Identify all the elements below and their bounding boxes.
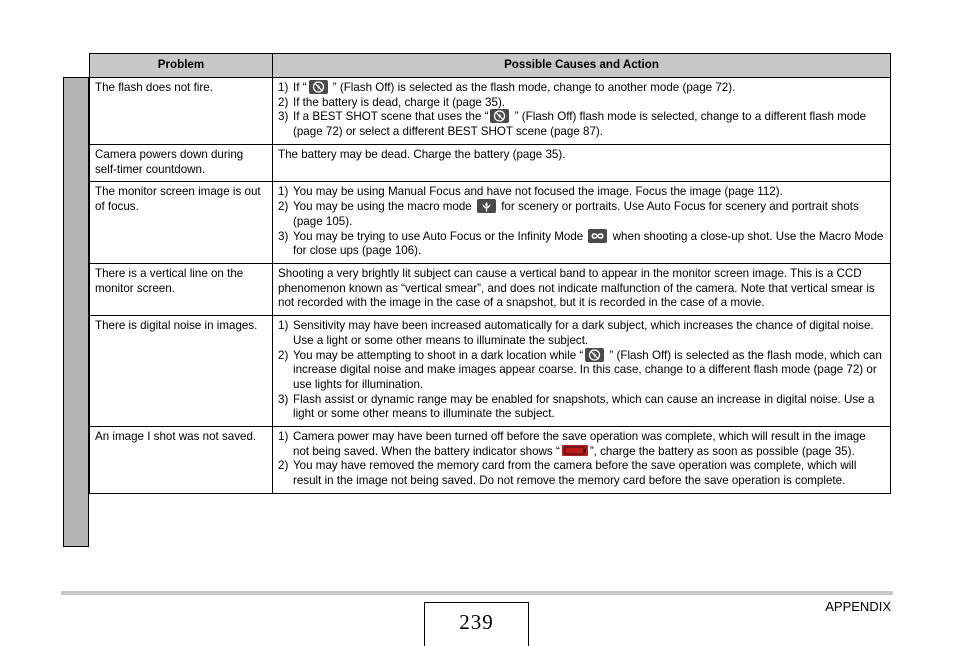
list-item xyxy=(278,230,885,259)
item-number: 3) xyxy=(278,392,289,406)
item-text: You may be attempting to shoot in a dark location while “ xyxy=(293,348,584,362)
battery-icon xyxy=(562,445,588,456)
problem-cell: There is a vertical line on the monitor screen. xyxy=(90,263,273,315)
table-row xyxy=(90,144,891,181)
item-text: ” (Flash Off) is selected as the flash mode, which can increase digital noise and make images appear coarse. In this case, change to a different flash mode (page 72) or use lights for illumination. xyxy=(293,348,882,391)
item-text: You may be using Manual Focus and have not focused the image. Focus the image (page 112). xyxy=(293,185,783,199)
problem-cell: There is digital noise in images. xyxy=(90,316,273,427)
causes-list xyxy=(278,185,885,259)
flash-off-icon xyxy=(309,80,328,94)
infinity-icon xyxy=(588,229,607,243)
list-item xyxy=(278,200,885,229)
item-number: 2) xyxy=(278,348,289,362)
problem-cell: The monitor screen image is out of focus. xyxy=(90,182,273,264)
item-text: ” (Flash Off) flash mode is selected, change to a different flash mode (page 72) or select a different BEST SHOT scene (page 87). xyxy=(293,110,867,139)
item-number: 2) xyxy=(278,95,289,109)
header-problem: Problem xyxy=(90,54,273,78)
item-text: You may have removed the memory card from the camera before the save operation was complete, which will result in the image not being saved. Do not remove the memory card before the save operation is complete. xyxy=(293,459,857,488)
item-text: If the battery is dead, charge it (page 35). xyxy=(293,95,506,109)
table-row xyxy=(90,427,891,494)
causes-cell xyxy=(273,78,891,145)
list-item xyxy=(278,393,885,422)
list-item xyxy=(278,459,885,488)
item-text: for scenery or portraits. Use Auto Focus for scenery and portrait shots (page 105). xyxy=(293,200,859,228)
table-header-row xyxy=(90,54,891,78)
table-row xyxy=(90,316,891,427)
causes-cell xyxy=(273,316,891,427)
table-body xyxy=(90,78,891,494)
macro-icon xyxy=(477,199,496,213)
causes-list xyxy=(278,430,885,489)
item-text: Flash assist or dynamic range may be enabled for snapshots, which can cause an increase in digital noise. Use a light or some other means to illuminate the subject. xyxy=(293,392,875,421)
item-number: 3) xyxy=(278,110,289,124)
item-number: 1) xyxy=(278,185,289,199)
item-number: 3) xyxy=(278,229,289,243)
list-item xyxy=(278,81,885,96)
list-item xyxy=(278,349,885,393)
causes-cell: The battery may be dead. Charge the battery (page 35). xyxy=(273,144,891,181)
problem-cell: Camera powers down during self-timer countdown. xyxy=(90,144,273,181)
item-text: You may be using the macro mode xyxy=(293,200,475,214)
list-item xyxy=(278,185,885,200)
list-item xyxy=(278,319,885,348)
page-number: 239 xyxy=(424,602,529,646)
list-item xyxy=(278,430,885,459)
header-causes: Possible Causes and Action xyxy=(273,54,891,78)
item-number: 1) xyxy=(278,81,289,94)
item-number: 2) xyxy=(278,459,289,473)
problem-cell: The flash does not fire. xyxy=(90,78,273,145)
troubleshooting-table xyxy=(89,53,891,494)
causes-cell xyxy=(273,427,891,494)
item-number: 2) xyxy=(278,200,289,214)
table-row xyxy=(90,263,891,315)
flash-off-icon xyxy=(585,348,604,362)
item-number: 1) xyxy=(278,430,289,444)
item-text: ” (Flash Off) is selected as the flash mode, change to another mode (page 72). xyxy=(329,81,736,95)
footer-rule xyxy=(61,591,893,595)
list-item xyxy=(278,110,885,139)
item-text: If “ xyxy=(293,81,307,95)
item-text: ”, charge the battery as soon as possible (page 35). xyxy=(589,444,855,458)
item-text: If a BEST SHOT scene that uses the “ xyxy=(293,110,489,124)
item-text: Camera power may have been turned off before the save operation was complete, which will result in the image not being saved. When the battery indicator shows “ xyxy=(293,430,866,458)
causes-cell xyxy=(273,182,891,264)
list-item xyxy=(278,96,885,111)
item-text: when shooting a close-up shot. Use the Macro Mode for close ups (page 106). xyxy=(293,229,884,258)
causes-list xyxy=(278,81,885,140)
section-side-tab xyxy=(63,77,89,547)
flash-off-icon xyxy=(490,109,509,123)
table-row xyxy=(90,78,891,145)
item-number: 1) xyxy=(278,319,289,333)
item-text: Sensitivity may have been increased automatically for a dark subject, which increases the chance of digital noise. Use a light or some other means to illuminate the subject. xyxy=(293,319,874,347)
causes-cell: Shooting a very brightly lit subject can cause a vertical band to appear in the monitor screen image. This is a CCD phenomenon known as “vertical smear”, and does not indicate malfunction of the camera. Note that vertical smear is not recorded with the image in the case of a snapshot, but it is recorded in the case of a movie. xyxy=(273,263,891,315)
table-row xyxy=(90,182,891,264)
causes-list xyxy=(278,319,885,422)
item-text: You may be trying to use Auto Focus or the Infinity Mode xyxy=(293,229,587,243)
problem-cell: An image I shot was not saved. xyxy=(90,427,273,494)
section-label: APPENDIX xyxy=(825,599,891,614)
